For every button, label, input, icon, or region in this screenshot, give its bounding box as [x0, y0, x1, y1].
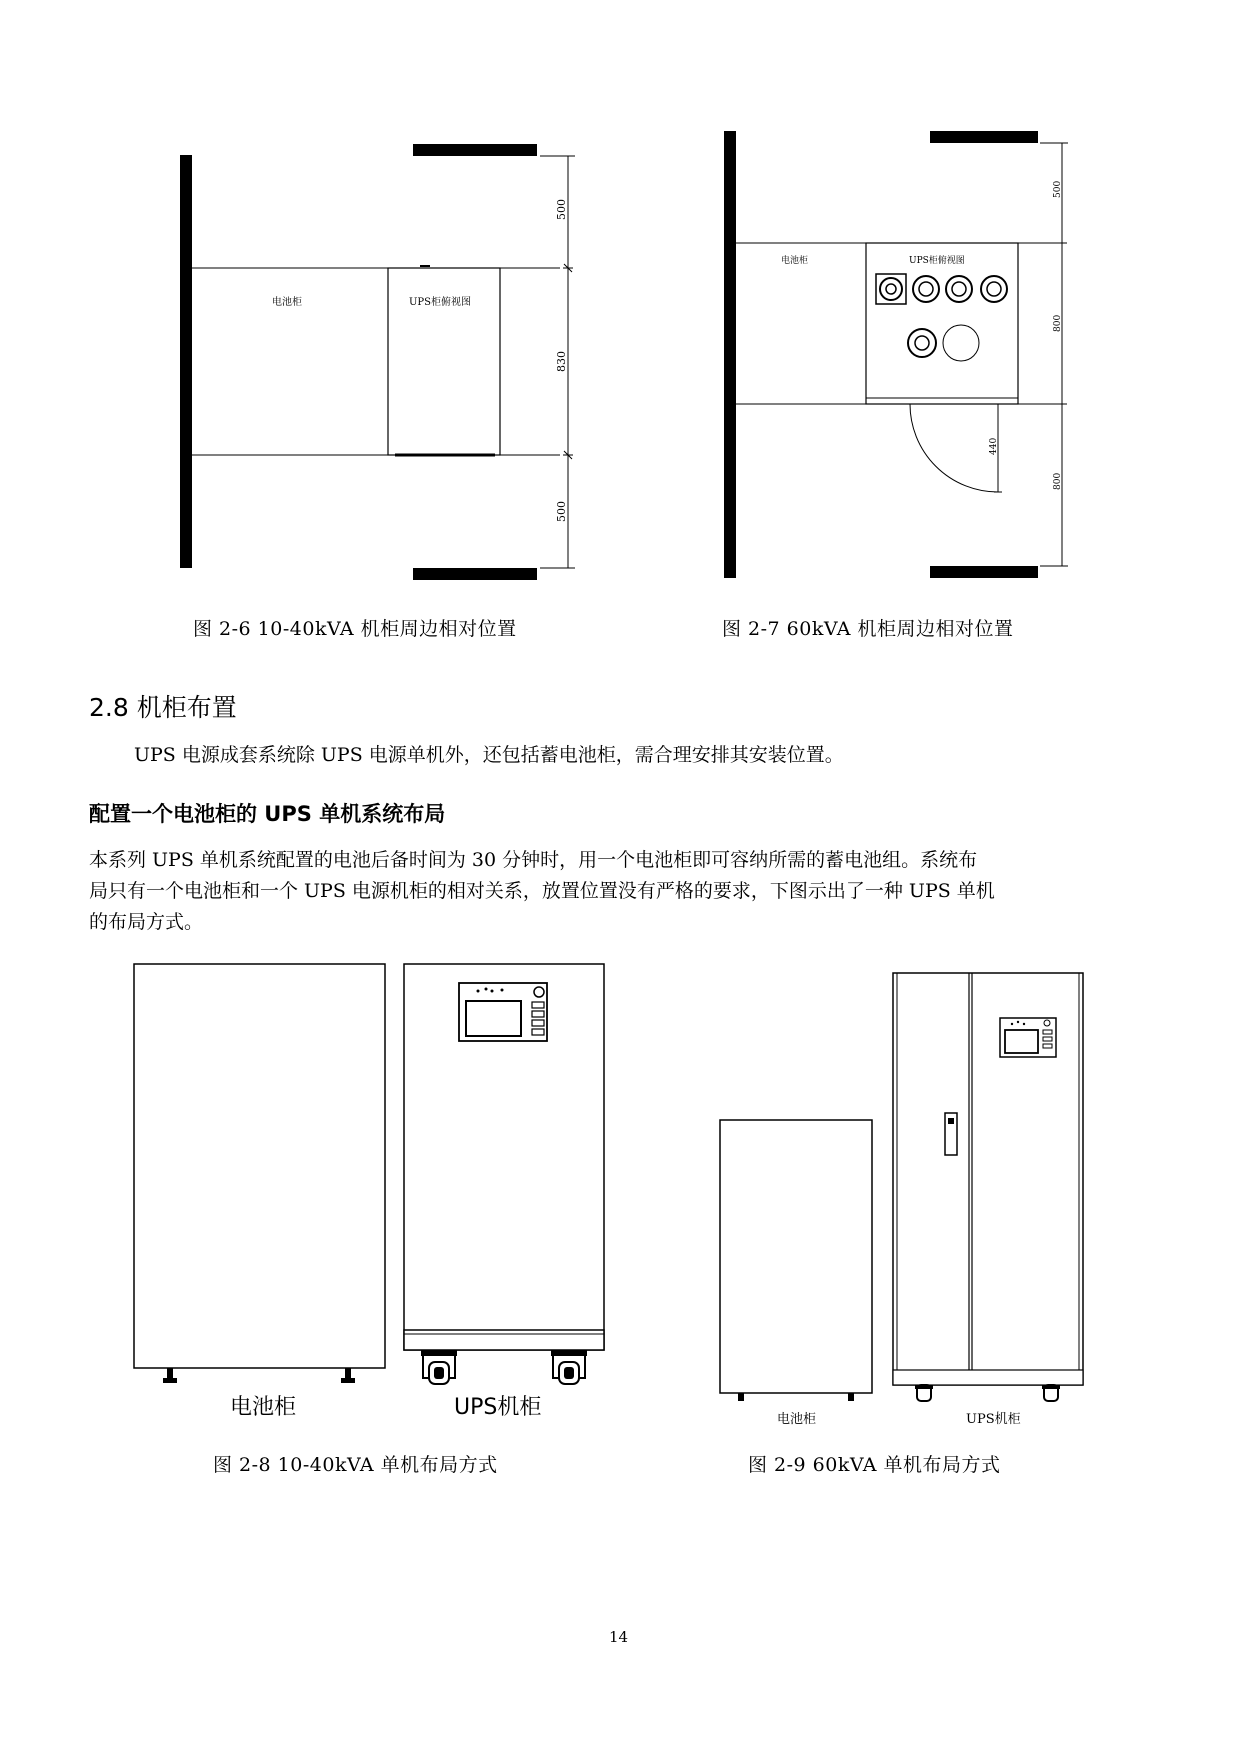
- battery-label: 电池柜: [777, 1412, 817, 1427]
- battery-label: 电池柜: [272, 297, 302, 308]
- paragraph-line: 局只有一个电池柜和一个 UPS 电源机柜的相对关系，放置位置没有严格的要求，下图示出了一种 UPS 单机: [89, 880, 995, 902]
- paragraph-line: 的布局方式。: [89, 911, 204, 933]
- battery-cabinet: [720, 1120, 872, 1393]
- page-number: 14: [609, 1628, 629, 1646]
- paragraph-line: 本系列 UPS 单机系统配置的电池后备时间为 30 分钟时，用一个电池柜即可容纳所需的蓄电池组。系统布: [89, 849, 978, 871]
- figure-2-8-caption: 图 2-8 10-40kVA 单机布局方式: [213, 1454, 498, 1476]
- subsection-heading: 配置一个电池柜的 UPS 单机系统布局: [89, 802, 446, 826]
- section-intro: UPS 电源成套系统除 UPS 电源单机外，还包括蓄电池柜，需合理安排其安装位置。: [134, 744, 844, 766]
- figure-2-7-caption: 图 2-7 60kVA 机柜周边相对位置: [722, 618, 1014, 640]
- battery-label: 电池柜: [230, 1395, 297, 1420]
- ups-label: UPS柜俯视图: [409, 297, 472, 308]
- section-heading: 2.8 机柜布置: [89, 693, 237, 722]
- dim-bottom: 800: [1053, 472, 1063, 490]
- figure-2-6-caption: 图 2-6 10-40kVA 机柜周边相对位置: [193, 618, 517, 640]
- dim-bottom: 500: [555, 501, 568, 522]
- dim-mid: 830: [555, 351, 568, 372]
- dim-top: 500: [555, 199, 568, 220]
- door-handle-icon: [945, 1113, 957, 1155]
- caster-wheel-icon: [1042, 1385, 1060, 1401]
- battery-label: 电池柜: [781, 256, 809, 266]
- dim-top: 500: [1053, 180, 1063, 198]
- dim-door: 440: [989, 437, 999, 455]
- control-panel-icon: [1000, 1018, 1056, 1057]
- ups-label: UPS柜俯视图: [909, 256, 965, 266]
- figure-2-9-caption: 图 2-9 60kVA 单机布局方式: [748, 1454, 1001, 1476]
- dim-mid: 800: [1053, 314, 1063, 332]
- caster-wheel-icon: [915, 1385, 933, 1401]
- ups-label: UPS机柜: [966, 1412, 1021, 1427]
- ups-label: UPS机柜: [454, 1395, 542, 1420]
